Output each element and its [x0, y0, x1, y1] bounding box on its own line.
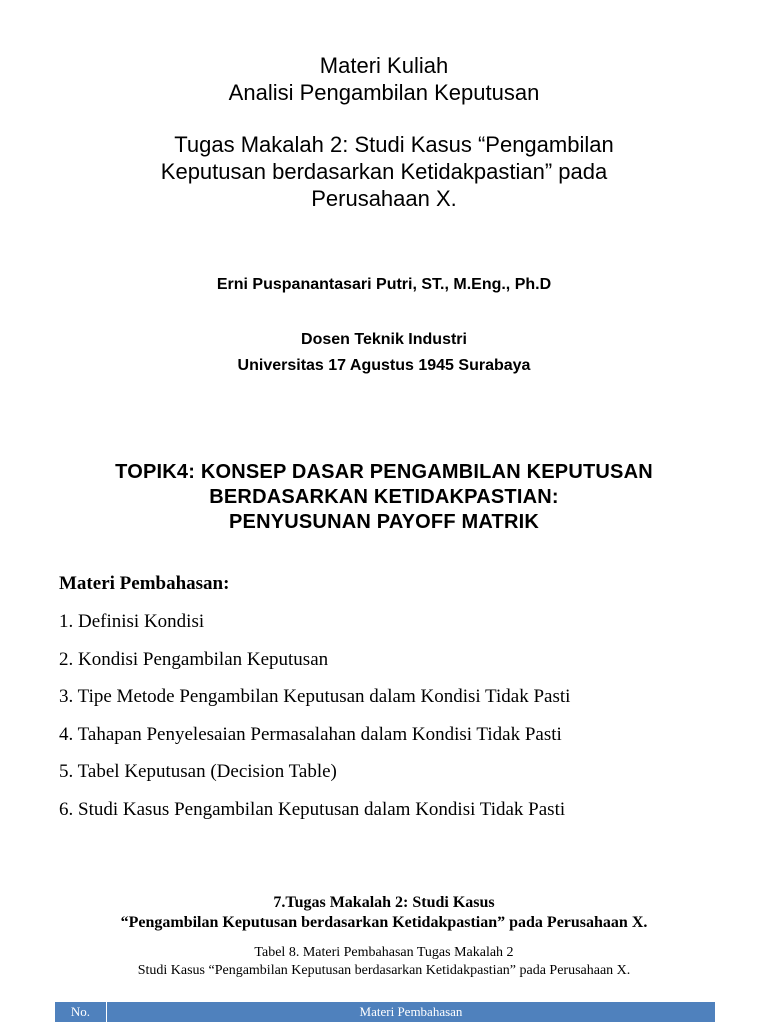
course-subtitle: Analisi Pengambilan Keputusan — [228, 80, 540, 105]
table-caption-line-2: Studi Kasus “Pengambilan Keputusan berdasarkan Ketidakpastian” pada Perusahaan X. — [137, 963, 631, 978]
section-heading-line-2: “Pengambilan Keputusan berdasarkan Ketidakpastian” pada Perusahaan X. — [120, 914, 648, 931]
list-item: 1. Definisi Kondisi — [59, 611, 205, 632]
section-heading — [0, 893, 768, 933]
list-item: 3. Tipe Metode Pengambilan Keputusan dalam Kondisi Tidak Pasti — [59, 686, 571, 708]
materi-list — [59, 571, 739, 835]
task-title-line-1: Tugas Makalah 2: Studi Kasus “Pengambilan — [174, 132, 614, 157]
column-header-no: No. — [55, 1002, 107, 1022]
topic-line-1: TOPIK4: KONSEP DASAR PENGAMBILAN KEPUTUSAN — [115, 461, 653, 483]
department: Dosen Teknik Industri — [301, 331, 467, 348]
task-title — [0, 131, 768, 212]
table-header-row — [55, 1002, 715, 1022]
column-header-materi: Materi Pembahasan — [359, 1004, 463, 1019]
list-item: 6. Studi Kasus Pengambilan Keputusan dalam Kondisi Tidak Pasti — [59, 798, 566, 820]
course-title: Materi Kuliah — [319, 53, 449, 78]
affiliation — [0, 327, 768, 379]
author-name: Erni Puspanantasari Putri, ST., M.Eng., Ph.D — [216, 276, 552, 293]
materi-heading: Materi Pembahasan: — [59, 573, 230, 594]
table-caption-line-1: Tabel 8. Materi Pembahasan Tugas Makalah 2 — [254, 945, 514, 960]
task-title-line-2: Keputusan berdasarkan Ketidakpastian” pada — [160, 159, 608, 184]
list-item: 2. Kondisi Pengambilan Keputusan — [59, 648, 329, 670]
list-item: 5. Tabel Keputusan (Decision Table) — [59, 761, 337, 783]
university: Universitas 17 Agustus 1945 Surabaya — [237, 357, 531, 374]
section-heading-line-1: 7.Tugas Makalah 2: Studi Kasus — [273, 894, 495, 911]
table-caption — [0, 944, 768, 980]
list-item: 4. Tahapan Penyelesaian Permasalahan dalam Kondisi Tidak Pasti — [59, 723, 562, 745]
topic-title — [0, 460, 768, 535]
task-title-line-3: Perusahaan X. — [311, 186, 457, 211]
topic-line-3: PENYUSUNAN PAYOFF MATRIK — [228, 511, 539, 533]
topic-line-2: BERDASARKAN KETIDAKPASTIAN: — [209, 486, 559, 508]
document-header — [0, 52, 768, 106]
